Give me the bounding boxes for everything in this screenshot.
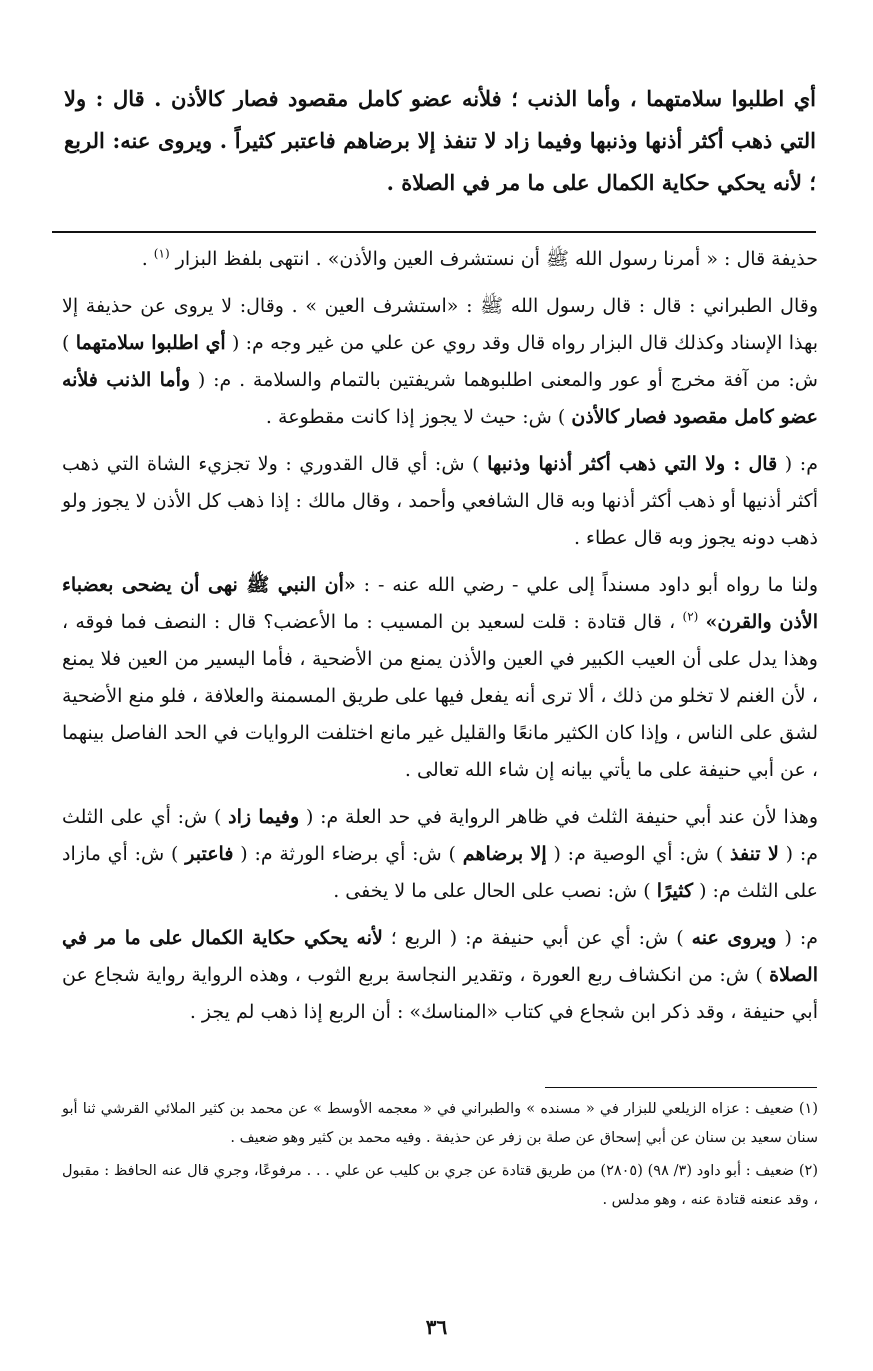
footnote-ref-2: (٢) xyxy=(682,609,699,624)
page-number: ٣٦ xyxy=(425,1315,448,1339)
footnote-1: (١) ضعيف : عزاه الزيلعي للبزار في « مسنده » والطبراني في « معجمه الأوسط » عن محمد بن كثير الملائي القرشي ثنا أبو سنان سعيد بن سنان عن أبي إسحاق عن صلة بن زفر عن حذيفة . وفيه محمد بن كثير وهو ضعيف . xyxy=(62,1101,818,1146)
commentary-block xyxy=(62,241,818,1041)
commentary-paragraph-6: م: ( ويروى عنه ) ش: أي عن أبي حنيفة م: ( الربع ؛ لأنه يحكي حكاية الكمال على ما مر في الصلاة ) ش: من انكشاف ربع العورة ، وتقدير النجاسة بربع الثوب ، وهذه الرواية رواية شجاع عن أبي حنيفة ، وقد ذكر ابن شجاع في كتاب «المناسك» : أن الربع إذا ذهب لم يجز . xyxy=(62,927,819,1023)
commentary-paragraph-2: وقال الطبراني : قال : قال رسول الله ﷺ : «استشرف العين » . وقال: لا يروى عن حذيفة إلا بهذا الإسناد وكذلك قال البزار رواه قال وقد روي عن علي من غير وجه م: ( أي اطلبوا سلامتهما ) ش: من آفة مخرج أو عور والمعنى اطلبوهما شريفتين بالتمام والسلامة . م: ( وأما الذنب فلأنه عضو كامل مقصود فصار كالأذن ) ش: حيث لا يجوز إذا كانت مقطوعة . xyxy=(62,295,819,428)
main-text-paragraph: أي اطلبوا سلامتهما ، وأما الذنب ؛ فلأنه عضو كامل مقصود فصار كالأذن . قال : ولا التي ذهب أكثر أذنها وذنبها وفيما زاد لا تنفذ إلا برضاهم فاعتبر كثيراً . ويروى عنه: الربع ؛ لأنه يحكي حكاية الكمال على ما مر في الصلاة . xyxy=(64,86,816,195)
commentary-paragraph-4: ولنا ما رواه أبو داود مسنداً إلى علي - رضي الله عنه - : «أن النبي ﷺ نهى أن يضحى بعضباء الأذن والقرن» $^{(٢)}$ ، قال قتادة : قلت لسعيد بن المسيب : ما الأعضب؟ قال : النصف فما فوقه ، وهذا يدل على أن العيب الكبير في العين والأذن يمنع من الأضحية ، فأما اليسير من العين فلا يمنع ، لأن الغنم لا تخلو من ذلك ، ألا ترى أنه يفعل فيها على طريق المسمنة والعلافة ، فلو منع الأضحية لشق على الناس ، وإذا كان الكثير مانعًا والقليل غير مانع اختلفت الروايات في الحد الفاصل بينهما ، عن أبي حنيفة على ما يأتي بيانه إن شاء الله تعالى . xyxy=(62,574,819,781)
commentary-paragraph-5: وهذا لأن عند أبي حنيفة الثلث في ظاهر الرواية في حد العلة م: ( وفيما زاد ) ش: أي على الثلث م: ( لا تنفذ ) ش: أي الوصية م: ( إلا برضاهم ) ش: أي برضاء الورثة م: ( فاعتبر ) ش: أي مازاد على الثلث م: ( كثيرًا ) ش: نصب على الحال على ما لا يخفى . xyxy=(62,806,819,902)
footnote-2: (٢) ضعيف : أبو داود (٣/ ٩٨) (٢٨٠٥) من طريق قتادة عن جري بن كليب عن علي . . . مرفوعًا، وجري قال عنه الحافظ : مقبول ، وقد عنعنه قتادة عنه ، وهو مدلس . xyxy=(62,1163,818,1208)
commentary-paragraph-3: م: ( قال : ولا التي ذهب أكثر أذنها وذنبها ) ش: أي قال القدوري : ولا تجزيء الشاة التي ذهب أكثر أذنيها أو ذهب أكثر أذنها وبه قال الشافعي وأحمد ، وقال مالك : إذا ذهب كل الأذن لا يجوز ولو ذهب دونه يجوز وبه قال عطاء . xyxy=(62,453,818,549)
footnote-ref-1: (١) xyxy=(153,246,170,261)
commentary-paragraph-1: حذيفة قال : « أمرنا رسول الله ﷺ أن نستشرف العين والأذن» . انتهى بلفظ البزار $^{(١)}$ . xyxy=(141,246,818,270)
main-text-block xyxy=(64,78,816,204)
main-text-divider xyxy=(52,231,816,233)
footnote-divider xyxy=(545,1087,817,1088)
footnotes-block xyxy=(62,1095,818,1219)
